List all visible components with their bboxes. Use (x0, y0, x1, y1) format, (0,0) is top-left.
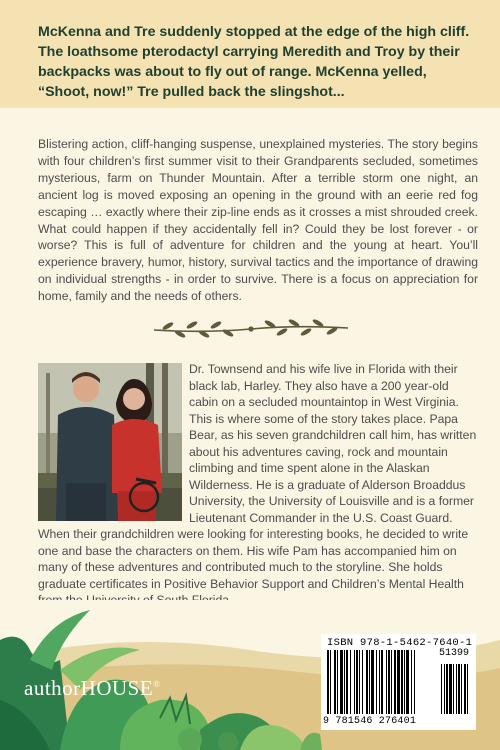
publisher-logo (24, 676, 161, 701)
barcode-bar (446, 664, 448, 714)
barcode-bar (354, 650, 355, 714)
barcode-bar (394, 650, 396, 714)
barcode-bar (386, 650, 387, 714)
barcode-bar (340, 650, 343, 714)
barcode-bar (356, 650, 358, 714)
barcode-bar (371, 650, 374, 714)
author-bio-beside-photo: Dr. Townsend and his wife live in Florida with their black lab, Harley. They also have a 200 year-old cabin on a secluded mountaintop in West Virginia. This is where some of the story takes place. Papa Bear, as his seven grandchildren call him, has written about his adventures caving, rock and mountain climbing and time spent alone in the Alaskan Wilderness. He is a graduate of Alderson Broaddus University, the University of Louisville and is a former Lieutenant Commander in the U.S. Coast Guard. (189, 362, 477, 525)
barcode-bar (330, 650, 331, 714)
barcode-bar (456, 664, 457, 714)
teaser-text: McKenna and Tre suddenly stopped at the edge of the high cliff. The loathsome pterodactyl carrying Meredith and Troy by their backpacks was about to fly out of range. McKenna yelled, “Shoot, now!” Tre pulled back the slingshot... (38, 24, 470, 100)
barcode-bar (453, 664, 454, 714)
barcode-bar (369, 650, 370, 714)
registered-mark: ® (153, 679, 161, 689)
barcode-bar (346, 650, 348, 714)
barcode-bar (461, 664, 462, 714)
barcode-bar (404, 650, 405, 714)
barcode-bar (414, 650, 415, 714)
barcode-bar (366, 650, 368, 714)
barcode-bar (458, 664, 460, 714)
author-bio-continued: When their grandchildren were looking for interesting books, he decided to write one and base the characters on them. His wife Pam has accompanied him on many of these adventures and contributed much to the storyline. She holds graduate certificates in Positive Behavior Support and Children’s Mental Health (38, 527, 469, 591)
barcode-bar (334, 650, 336, 714)
barcode-bar (327, 650, 329, 714)
barcode-bar (344, 650, 345, 714)
barcode-digits: 9 781546 276401 (323, 716, 417, 727)
barcode-bar (449, 664, 452, 714)
barcode-bar (441, 664, 442, 714)
barcode-bar (379, 650, 380, 714)
barcode-bar (391, 650, 392, 714)
author-couple-photo-icon (38, 363, 182, 521)
barcode-bar (397, 650, 400, 714)
barcode-bar (464, 664, 466, 714)
laurel-vine-divider-icon (146, 318, 356, 340)
barcode-bar (401, 650, 403, 714)
price-code: 51399 (439, 648, 470, 659)
barcode-bars-icon (325, 650, 473, 716)
barcode-bar (381, 650, 383, 714)
isbn-barcode (321, 634, 476, 730)
barcode-bar (362, 650, 363, 714)
barcode-bar (411, 650, 412, 714)
barcode-bar (350, 650, 351, 714)
barcode-bar (388, 650, 390, 714)
barcode-bar (337, 650, 338, 714)
book-blurb: Blistering action, cliff-hanging suspense, unexplained mysteries. The story begins with four children’s first summer visit to their Grandparents secluded, sometimes mysterious, farm on Thunder Mountain. After a terrible storm one night, an ancient log is moved exposing an opening in the ground with an eerie red fog escaping … exactly where their zip-line ends as it crosses a mist shrouded creek. What could happen if they accidentally fell in? Could they be lost forever - or worse? This is full of adventure for children and the young at heart. You’ll experience bravery, humor, history, survival tactics and the importance of drawing on individual strengths - in order to survive. There is a focus on appreciation for home, family and the needs of others. (38, 137, 478, 304)
barcode-bar (467, 664, 468, 714)
isbn-label: ISBN 978-1-5462-7640-1 (327, 637, 473, 649)
publisher-name: authorHOUSE (24, 676, 154, 700)
barcode-bar (376, 650, 377, 714)
barcode-bar (359, 650, 360, 714)
barcode-bar (444, 664, 445, 714)
barcode-bar (406, 650, 409, 714)
teaser-banner (0, 0, 500, 108)
